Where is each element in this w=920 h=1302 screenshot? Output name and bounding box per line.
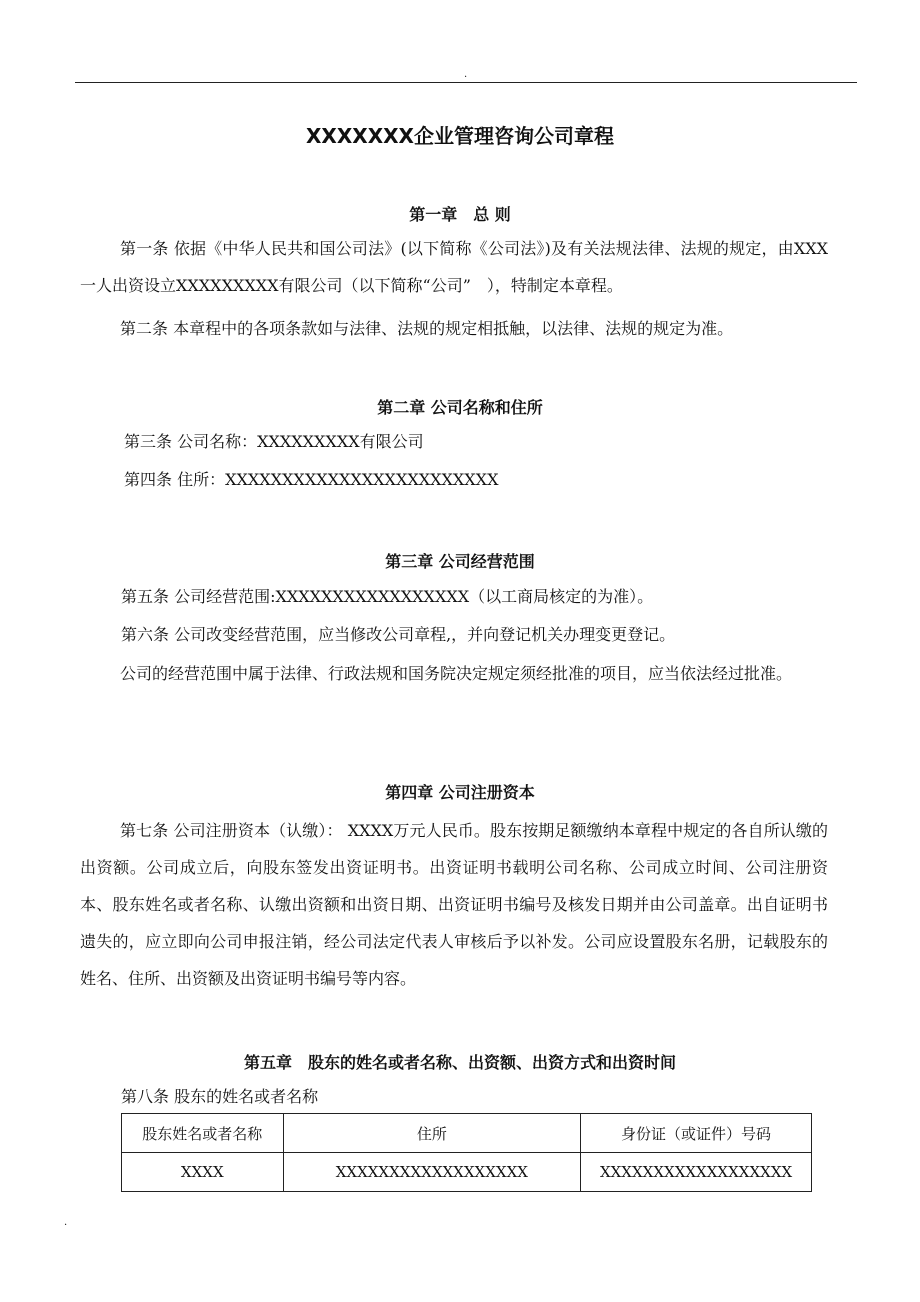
article-7: 第七条 公司注册资本（认缴）： XXXX万元人民币。股东按期足额缴纳本章程中规定的各自所认缴的出资额。公司成立后，向股东签发出资证明书。出资证明书载明公司名称、公司成立时间、公司注册资本、股东姓名或者名称、认缴出资额和出资日期、出资证明书编号及核发日期并由公司盖章。出自证明书遗失的，应立即向公司申报注销，经公司法定代表人审核后予以补发。公司应设置股东名册，记载股东的姓名、住所、出资额及出资证明书编号等内容。 [80,821,828,988]
article-5: 第五条 公司经营范围:XXXXXXXXXXXXXXXXX（以工商局核定的为准）。 [121,587,654,606]
table-header-row [122,1114,812,1153]
footer-mark: . [64,1217,68,1228]
article-6: 第六条 公司改变经营范围，应当修改公司章程,，并向登记机关办理变更登记。 [121,625,676,644]
article-8: 第八条 股东的姓名或者名称 [121,1087,319,1106]
header-mark: . [464,69,468,80]
chapter-1-heading: 第一章 总 则 [409,205,511,224]
header-rule [75,82,857,83]
document-title: XXXXXXX企业管理咨询公司章程 [306,124,614,148]
article-6-paragraph: 公司的经营范围中属于法律、行政法规和国务院决定规定须经批准的项目，应当依法经过批准。 [120,664,793,683]
shareholder-table [121,1113,812,1192]
article-3: 第三条 公司名称：XXXXXXXXX有限公司 [124,432,424,451]
chapter-3-heading: 第三章 公司经营范围 [385,552,535,571]
table-cell: XXXXXXXXXXXXXXXXXX [581,1153,812,1192]
table-cell: XXXX [122,1153,284,1192]
article-4: 第四条 住所：XXXXXXXXXXXXXXXXXXXXXXXX [124,470,499,489]
table-row [122,1153,812,1192]
chapter-4-heading: 第四章 公司注册资本 [385,783,535,802]
table-header-cell: 住所 [283,1114,581,1153]
table-header-cell: 股东姓名或者名称 [122,1114,284,1153]
article-2: 第二条 本章程中的各项条款如与法律、法规的规定相抵触，以法律、法规的规定为准。 [120,319,734,338]
table-header-cell: 身份证（或证件）号码 [581,1114,812,1153]
table-cell: XXXXXXXXXXXXXXXXXX [283,1153,581,1192]
chapter-2-heading: 第二章 公司名称和住所 [377,398,543,417]
chapter-5-heading: 第五章 股东的姓名或者名称、出资额、出资方式和出资时间 [243,1053,676,1072]
article-1: 第一条 依据《中华人民共和国公司法》(以下简称《公司法》)及有关法规法律、法规的规定，由XXX一人出资设立XXXXXXXXX有限公司（以下简称“公司” ），特制定本章程。 [80,239,828,295]
